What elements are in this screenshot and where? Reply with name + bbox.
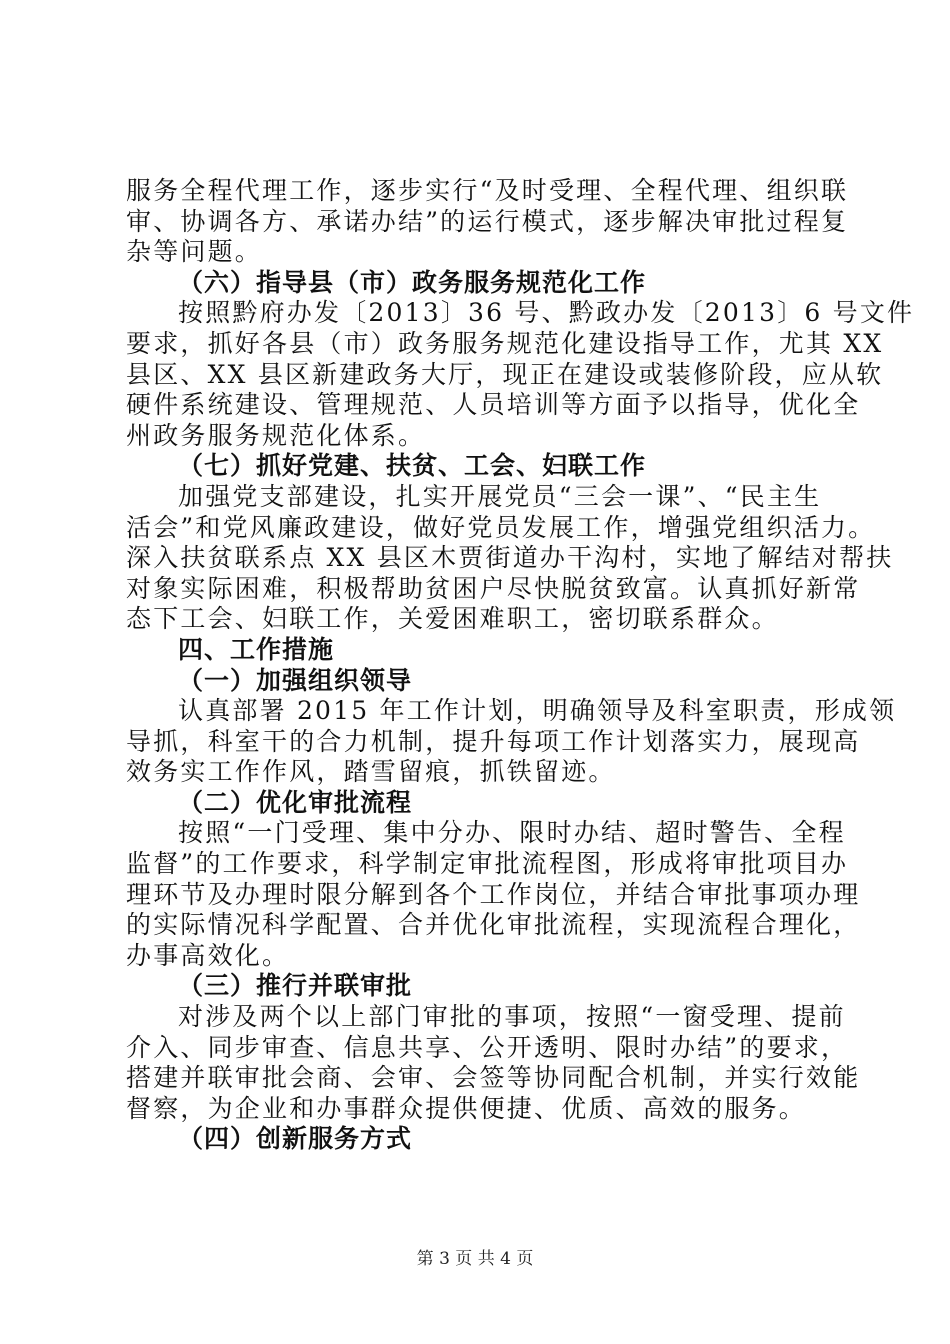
paragraph-line: 搭建并联审批会商、会审、会签等协同配合机制，并实行效能 [126,1063,861,1093]
paragraph-line: 硬件系统建设、管理规范、人员培训等方面予以指导，优化全 [126,390,861,420]
section-heading: （三）推行并联审批 [178,971,413,1001]
document-body [126,176,915,1155]
page-footer: 第 3 页 共 4 页 [416,1249,534,1269]
paragraph-line: 活会”和党风廉政建设，做好党员发展工作，增强党组织活力。 [126,512,876,542]
paragraph-line: 州政务服务规范化体系。 [126,420,426,450]
paragraph-line: 加强党支部建设，扎实开展党员“三会一课”、“民主生 [178,481,822,511]
section-heading: （七）抓好党建、扶贫、工会、妇联工作 [178,451,647,481]
paragraph-line: 介入、同步审查、信息共享、公开透明、限时办结”的要求， [126,1032,849,1062]
paragraph-line: 态下工会、妇联工作，关爱困难职工，密切联系群众。 [126,604,779,634]
paragraph-line: 杂等问题。 [126,237,263,267]
paragraph-line: 认真部署 2015 年工作计划，明确领导及科室职责，形成领 [178,696,897,726]
paragraph-line: 导抓，科室干的合力机制，提升每项工作计划落实力，展现高 [126,726,861,756]
paragraph-line: 深入扶贫联系点 XX 县区木贾街道办干沟村，实地了解结对帮扶 [126,543,894,573]
paragraph-line: 效务实工作作风，踏雪留痕，抓铁留迹。 [126,757,616,787]
paragraph-line: 对象实际困难，积极帮助贫困户尽快脱贫致富。认真抓好新常 [126,573,861,603]
paragraph-line: 理环节及办理时限分解到各个工作岗位，并结合审批事项办理 [126,879,861,909]
paragraph-line: 县区、XX 县区新建政务大厅，现正在建设或装修阶段，应从软 [126,359,884,389]
section-heading: （六）指导县（市）政务服务规范化工作 [178,267,647,297]
section-heading: （二）优化审批流程 [178,787,413,817]
paragraph-line: 服务全程代理工作，逐步实行“及时受理、全程代理、组织联 [126,176,849,205]
paragraph-line: 要求，抓好各县（市）政务服务规范化建设指导工作，尤其 XX [126,328,884,358]
paragraph-line: 监督”的工作要求，科学制定审批流程图，形成将审批项目办 [126,849,849,879]
paragraph-line: 督察，为企业和办事群众提供便捷、优质、高效的服务。 [126,1093,807,1123]
section-heading: 四、工作措施 [178,634,335,664]
paragraph-line: 办事高效化。 [126,940,290,970]
paragraph-line: 审、协调各方、承诺办结”的运行模式，逐步解决审批过程复 [126,206,849,236]
paragraph-line: 按照黔府办发〔2013〕36 号、黔政办发〔2013〕6 号文件 [178,298,915,328]
section-heading: （四）创新服务方式 [178,1124,413,1154]
paragraph-line: 对涉及两个以上部门审批的事项，按照“一窗受理、提前 [178,1002,846,1032]
paragraph-line: 的实际情况科学配置、合并优化审批流程，实现流程合理化， [126,910,861,940]
section-heading: （一）加强组织领导 [178,665,413,695]
paragraph-line: 按照“一门受理、集中分办、限时办结、超时警告、全程 [178,818,846,848]
